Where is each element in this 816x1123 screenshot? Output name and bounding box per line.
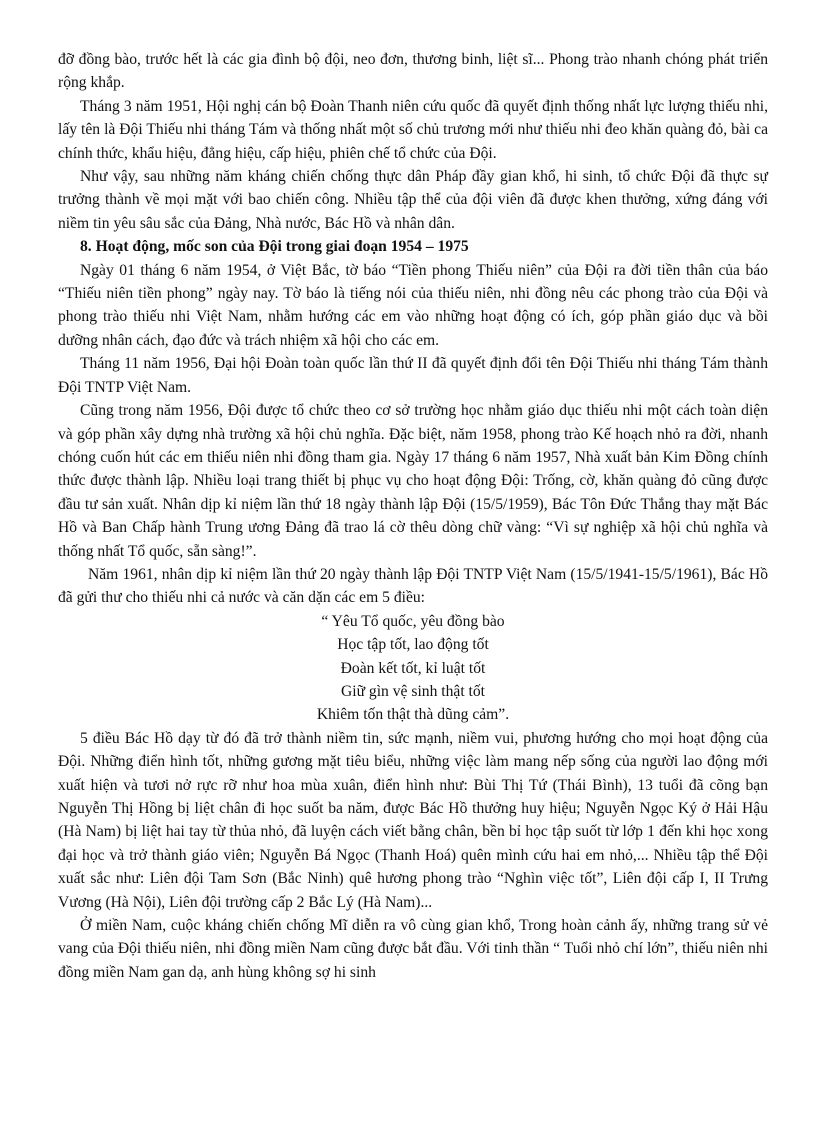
paragraph-school-organization: Cũng trong năm 1956, Đội được tổ chức theo cơ sở trường học nhằm giáo dục thiếu nhi một cách toàn diện và góp phần xây dựng nhà trường xã hội chủ nghĩa. Đặc biệt, năm 1958, phong trào Kế hoạch nhỏ ra đời, nhanh chóng cuốn hút các em thiếu niên nhi đồng tham gia. Ngày 17 tháng 6 năm 1957, Nhà xuất bản Kim Đồng chính thức được thành lập. Nhiều loại trang thiết bị phục vụ cho hoạt động Đội: Trống, cờ, khăn quàng đỏ cũng được đầu tư sản xuất. Nhân dịp kỉ niệm lần thứ 18 ngày thành lập Đội (15/5/1959), Bác Tôn Đức Thắng thay mặt Bác Hồ và Ban Chấp hành Trung ương Đảng đã trao lá cờ thêu dòng chữ vàng: “Vì sự nghiệp xã hội chủ nghĩa và thống nhất Tổ quốc, sẵn sàng!”. [58, 402, 768, 560]
poem-line: “ Yêu Tổ quốc, yêu đồng bào [321, 612, 505, 630]
paragraph-newspaper-1954: Ngày 01 tháng 6 năm 1954, ở Việt Bắc, tờ báo “Tiền phong Thiếu niên” của Đội ra đời tiền thân của báo “Thiếu niên tiền phong” ngày nay. Tờ báo là tiếng nói của thiếu niên, nhi đồng nêu các phong trào của Đội và phong trào thiếu nhi Việt Nam, nhằm hướng các em vào những hoạt động có ích, góp phần giáo dục và bồi dưỡng nhân cách, đạo đức và trách nhiệm xã hội cho các em. [58, 261, 768, 349]
poem-line: Học tập tốt, lao động tốt [337, 636, 489, 654]
five-teachings-poem [58, 610, 768, 727]
poem-line: Giữ gìn vệ sinh thật tốt [340, 682, 486, 700]
paragraph-resistance-summary: Như vậy, sau những năm kháng chiến chống thực dân Pháp đầy gian khổ, hi sinh, tổ chức Đội đã thực sự trưởng thành về mọi mặt với bao chiến công. Nhiều tập thể của đội viên đã được khen thưởng, xứng đáng với niềm tin yêu sâu sắc của Đảng, Nhà nước, Bác Hồ và nhân dân. [58, 168, 768, 232]
paragraph-south: Ở miền Nam, cuộc kháng chiến chống Mĩ diễn ra vô cùng gian khổ, Trong hoàn cảnh ấy, những trang sử vẻ vang của Đội thiếu niên, nhi đồng miền Nam cũng được bắt đầu. Với tinh thần “ Tuổi nhỏ chí lớn”, thiếu niên nhi đồng miền Nam gan dạ, anh hùng không sợ hi sinh [58, 917, 768, 981]
paragraph-continued: đỡ đồng bào, trước hết là các gia đình bộ đội, neo đơn, thương binh, liệt sĩ... Phong trào nhanh chóng phát triển rộng khắp. [58, 51, 768, 92]
paragraph-1961-letter: Năm 1961, nhân dịp kỉ niệm lần thứ 20 ngày thành lập Đội TNTP Việt Nam (15/5/1941-15/5/1961), Bác Hồ đã gửi thư cho thiếu nhi cả nước và căn dặn các em 5 điều: [58, 565, 768, 607]
paragraph-examples: 5 điều Bác Hồ dạy từ đó đã trở thành niềm tin, sức mạnh, niềm vui, phương hướng cho mọi hoạt động của Đội. Những điển hình tốt, những gương mặt tiêu biểu, những việc làm mang nếp sống của người lao động mới xuất hiện và tươi nở rực rỡ như hoa mùa xuân, điển hình như: Bùi Thị Tứ (Thái Bình), 13 tuổi đã cõng bạn Nguyễn Thị Hồng bị liệt chân đi học suốt ba năm, được Bác Hồ thưởng huy hiệu; Nguyễn Ngọc Ký ở Hải Hậu (Hà Nam) bị liệt hai tay từ thủa nhỏ, đã luyện cách viết bằng chân, bền bỉ học tập suốt từ lớp 1 đến khi học xong đại học và trở thành giáo viên; Nguyễn Bá Ngọc (Thanh Hoá) quên mình cứu hai em nhỏ,... Nhiều tập thể Đội xuất sắc như: Liên đội Tam Sơn (Bắc Ninh) quê hương phong trào “Nghìn việc tốt”, Liên đội cấp I, II Trưng Vương (Hà Nội), Liên đội trường cấp 2 Bắc Lý (Hà Nam)... [58, 729, 768, 911]
section-heading: 8. Hoạt động, mốc son của Đội trong giai đoạn 1954 – 1975 [80, 238, 469, 256]
poem-line: Khiêm tốn thật thà dũng cảm”. [316, 706, 510, 724]
document-page [58, 48, 768, 984]
paragraph-rename-1956: Tháng 11 năm 1956, Đại hội Đoàn toàn quốc lần thứ II đã quyết định đổi tên Đội Thiếu nhi tháng Tám thành Đội TNTP Việt Nam. [58, 355, 768, 396]
poem-line: Đoàn kết tốt, kỉ luật tốt [340, 659, 486, 677]
paragraph-1951-conference: Tháng 3 năm 1951, Hội nghị cán bộ Đoàn Thanh niên cứu quốc đã quyết định thống nhất lực lượng thiếu nhi, lấy tên là Đội Thiếu nhi tháng Tám và thống nhất một số chủ trương mới như thiếu nhi đeo khăn quàng đỏ, bài ca chính thức, khẩu hiệu, đẳng hiệu, cấp hiệu, phiên chế tổ chức của Đội. [58, 97, 768, 162]
